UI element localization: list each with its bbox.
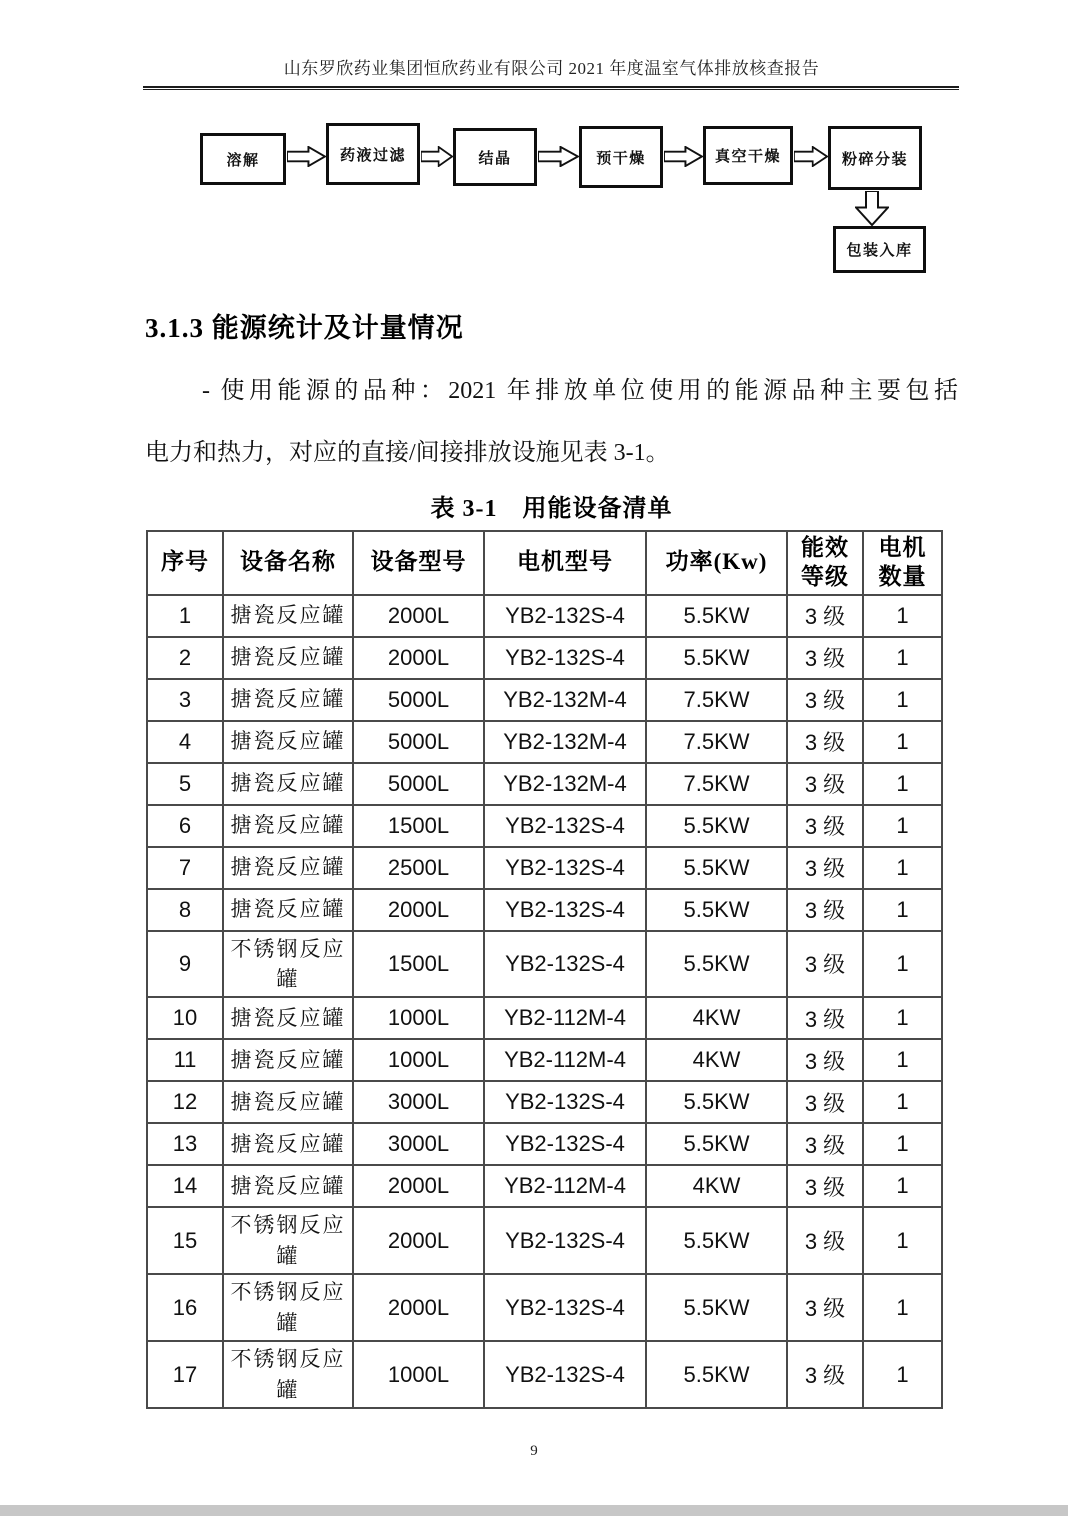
table-cell: 5 (147, 763, 223, 805)
table-row (147, 1165, 942, 1207)
table-cell: 15 (147, 1207, 223, 1274)
column-header-device-name: 设备名称 (223, 531, 353, 595)
flow-step-crush-pack: 粉碎分装 (828, 126, 922, 190)
column-header-index: 序号 (147, 531, 223, 595)
table-cell: 不锈钢反应罐 (223, 931, 353, 998)
table-cell: 4KW (646, 1039, 787, 1081)
table-cell: 5.5KW (646, 1274, 787, 1341)
page-bottom-bar (0, 1505, 1068, 1516)
table-cell: 2000L (353, 595, 484, 637)
table-cell: 1 (863, 1165, 942, 1207)
flow-step-filter: 药液过滤 (326, 123, 420, 185)
table-cell: 2000L (353, 1274, 484, 1341)
table-cell: 搪瓷反应罐 (223, 1081, 353, 1123)
table-cell: 不锈钢反应罐 (223, 1341, 353, 1408)
table-cell: 2000L (353, 1207, 484, 1274)
energy-equipment-table (146, 530, 943, 1409)
table-cell: 3 级 (787, 595, 863, 637)
table-cell: 5.5KW (646, 847, 787, 889)
table-header-row (147, 531, 942, 595)
table-cell: 8 (147, 889, 223, 931)
table-cell: 16 (147, 1274, 223, 1341)
flow-step-warehouse: 包装入库 (833, 226, 926, 273)
table-cell: 3 级 (787, 1165, 863, 1207)
column-header-efficiency: 能效等级 (787, 531, 863, 595)
table-cell: 1 (863, 847, 942, 889)
table-cell: 17 (147, 1341, 223, 1408)
table-cell: 2000L (353, 1165, 484, 1207)
table-cell: 3 级 (787, 847, 863, 889)
table-cell: 5.5KW (646, 1341, 787, 1408)
table-cell: YB2-132S-4 (484, 805, 646, 847)
table-cell: YB2-132S-4 (484, 1207, 646, 1274)
page-number: 9 (530, 1443, 538, 1459)
table-cell: YB2-132M-4 (484, 679, 646, 721)
table-row (147, 1207, 942, 1274)
table-cell: 3 级 (787, 1341, 863, 1408)
table-cell: 1 (863, 889, 942, 931)
table-cell: 12 (147, 1081, 223, 1123)
table-cell: YB2-132M-4 (484, 763, 646, 805)
right-arrow-icon (794, 146, 828, 167)
table-cell: 搪瓷反应罐 (223, 763, 353, 805)
table-cell: 7.5KW (646, 721, 787, 763)
table-cell: 3 级 (787, 1207, 863, 1274)
table-cell: 搪瓷反应罐 (223, 679, 353, 721)
paragraph-line: 电力和热力，对应的直接/间接排放设施见表 3-1。 (145, 440, 670, 466)
flow-step-dissolve: 溶解 (200, 133, 286, 185)
table-cell: 2 (147, 637, 223, 679)
document-header-title: 山东罗欣药业集团恒欣药业有限公司 2021 年度温室气体排放核查报告 (283, 59, 820, 78)
table-cell: 3 (147, 679, 223, 721)
table-cell: 4KW (646, 1165, 787, 1207)
table-cell: 7.5KW (646, 763, 787, 805)
column-header-power: 功率(Kw) (646, 531, 787, 595)
table-cell: YB2-132S-4 (484, 931, 646, 998)
table-cell: 1 (863, 637, 942, 679)
table-cell: 3 级 (787, 679, 863, 721)
table-row (147, 889, 942, 931)
table-row (147, 679, 942, 721)
table-cell: 3 级 (787, 637, 863, 679)
table-cell: 5.5KW (646, 1123, 787, 1165)
table-cell: 4KW (646, 997, 787, 1039)
table-cell: 5.5KW (646, 1207, 787, 1274)
table-cell: 5.5KW (646, 637, 787, 679)
table-cell: 不锈钢反应罐 (223, 1207, 353, 1274)
table-cell: YB2-132S-4 (484, 595, 646, 637)
table-cell: 1 (147, 595, 223, 637)
table-cell: 1 (863, 931, 942, 998)
section-heading: 3.1.3 能源统计及计量情况 (145, 313, 464, 343)
table-cell: 3000L (353, 1081, 484, 1123)
table-cell: 10 (147, 997, 223, 1039)
table-cell: 5000L (353, 679, 484, 721)
table-row (147, 1341, 942, 1408)
table-row (147, 805, 942, 847)
table-row (147, 1081, 942, 1123)
table-cell: 3 级 (787, 1081, 863, 1123)
table-cell: 1 (863, 805, 942, 847)
table-cell: 搪瓷反应罐 (223, 997, 353, 1039)
table-title: 表 3-1 用能设备清单 (430, 496, 673, 522)
table-cell: YB2-132S-4 (484, 1341, 646, 1408)
device-table-body (147, 595, 942, 1409)
table-cell: 5.5KW (646, 1081, 787, 1123)
table-cell: YB2-132S-4 (484, 889, 646, 931)
right-arrow-icon (538, 146, 579, 167)
table-cell: 1 (863, 679, 942, 721)
table-cell: YB2-132S-4 (484, 1123, 646, 1165)
table-cell: 1000L (353, 997, 484, 1039)
column-header-motor-count: 电机数量 (863, 531, 942, 595)
header-divider (143, 86, 959, 90)
table-cell: 搪瓷反应罐 (223, 847, 353, 889)
table-cell: 6 (147, 805, 223, 847)
table-cell: 9 (147, 931, 223, 998)
flow-step-predry: 预干燥 (579, 126, 663, 188)
table-cell: YB2-132S-4 (484, 1081, 646, 1123)
table-cell: YB2-132S-4 (484, 637, 646, 679)
table-cell: 1 (863, 1207, 942, 1274)
paragraph-line: - 使用能源的品种：2021 年排放单位使用的能源品种主要包括 (202, 378, 958, 404)
table-cell: 11 (147, 1039, 223, 1081)
table-cell: 14 (147, 1165, 223, 1207)
right-arrow-icon (287, 146, 326, 167)
table-cell: 1 (863, 763, 942, 805)
table-cell: 2000L (353, 637, 484, 679)
table-cell: 1 (863, 1039, 942, 1081)
table-cell: 7 (147, 847, 223, 889)
table-cell: 5000L (353, 763, 484, 805)
table-cell: 5.5KW (646, 931, 787, 998)
table-cell: 5000L (353, 721, 484, 763)
table-cell: 3 级 (787, 997, 863, 1039)
table-row (147, 1274, 942, 1341)
table-cell: 3 级 (787, 805, 863, 847)
table-cell: 1 (863, 1081, 942, 1123)
right-arrow-icon (421, 146, 453, 167)
table-cell: 3 级 (787, 889, 863, 931)
table-cell: 3 级 (787, 721, 863, 763)
table-cell: 1 (863, 1274, 942, 1341)
table-cell: 搪瓷反应罐 (223, 1165, 353, 1207)
table-cell: 7.5KW (646, 679, 787, 721)
table-cell: 1500L (353, 805, 484, 847)
table-cell: 3 级 (787, 1123, 863, 1165)
table-cell: 5.5KW (646, 805, 787, 847)
table-cell: YB2-112M-4 (484, 997, 646, 1039)
table-cell: YB2-112M-4 (484, 1165, 646, 1207)
table-cell: 搪瓷反应罐 (223, 889, 353, 931)
body-paragraph (145, 360, 958, 484)
table-cell: 1 (863, 997, 942, 1039)
table-cell: 3 级 (787, 1274, 863, 1341)
table-row (147, 997, 942, 1039)
table-row (147, 637, 942, 679)
table-cell: 3000L (353, 1123, 484, 1165)
table-cell: 搪瓷反应罐 (223, 721, 353, 763)
table-cell: 搪瓷反应罐 (223, 805, 353, 847)
table-cell: 2500L (353, 847, 484, 889)
table-cell: 13 (147, 1123, 223, 1165)
table-cell: YB2-132M-4 (484, 721, 646, 763)
table-cell: 1 (863, 1123, 942, 1165)
table-cell: 2000L (353, 889, 484, 931)
table-row (147, 1039, 942, 1081)
table-cell: 不锈钢反应罐 (223, 1274, 353, 1341)
flow-step-vacuumdry: 真空干燥 (703, 126, 793, 185)
table-row (147, 1123, 942, 1165)
table-cell: 1000L (353, 1039, 484, 1081)
flow-step-crystallize: 结晶 (453, 128, 537, 186)
table-row (147, 595, 942, 637)
table-cell: 1500L (353, 931, 484, 998)
table-row (147, 847, 942, 889)
table-row (147, 763, 942, 805)
table-row (147, 721, 942, 763)
table-cell: 5.5KW (646, 595, 787, 637)
table-cell: 搪瓷反应罐 (223, 1039, 353, 1081)
table-row (147, 931, 942, 998)
table-cell: YB2-132S-4 (484, 1274, 646, 1341)
table-cell: 1000L (353, 1341, 484, 1408)
table-cell: 3 级 (787, 931, 863, 998)
table-cell: 搪瓷反应罐 (223, 1123, 353, 1165)
table-cell: 搪瓷反应罐 (223, 595, 353, 637)
table-cell: 1 (863, 595, 942, 637)
table-cell: 5.5KW (646, 889, 787, 931)
table-cell: 1 (863, 1341, 942, 1408)
table-cell: 1 (863, 721, 942, 763)
table-cell: 搪瓷反应罐 (223, 637, 353, 679)
column-header-motor-model: 电机型号 (484, 531, 646, 595)
table-cell: 4 (147, 721, 223, 763)
table-cell: 3 级 (787, 1039, 863, 1081)
table-cell: YB2-132S-4 (484, 847, 646, 889)
right-arrow-icon (664, 146, 703, 167)
table-cell: 3 级 (787, 763, 863, 805)
column-header-device-model: 设备型号 (353, 531, 484, 595)
table-cell: YB2-112M-4 (484, 1039, 646, 1081)
down-arrow-icon (855, 191, 889, 226)
